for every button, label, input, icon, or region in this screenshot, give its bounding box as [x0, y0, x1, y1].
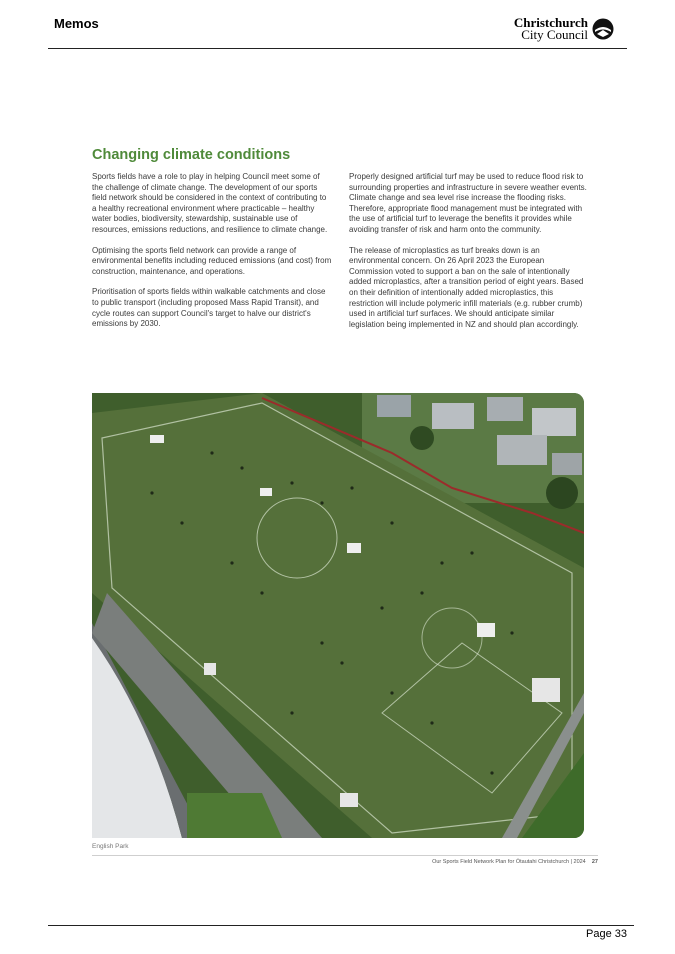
- paragraph: The release of microplastics as turf breaks down is an environmental concern. On 26 April 2023 the European Commission voted to support a ban on the sale of intentionally added microplastics, after a transition period of eight years. Based on their definition of intentionally added microplastics, this restriction will include polymeric infill materials (e.g. rubber crumb) used in artificial turf surfaces. We should anticipate similar legislation being implemented in NZ and should plan accordingly.: [349, 245, 584, 329]
- paragraph: Prioritisation of sports fields within walkable catchments and close to public transport (including proposed Mass Rapid Transit), and cycle routes can support Council's target to halve our district's emissions by 2030.: [92, 287, 326, 329]
- header-rule: [48, 48, 627, 49]
- aerial-photo-english-park: [92, 393, 584, 838]
- paragraph: Optimising the sports field network can provide a range of environmental benefits including reduced emissions (and cost) from construction, maintenance, and operations.: [92, 245, 332, 276]
- section-heading: Changing climate conditions: [92, 147, 291, 163]
- paragraph: Sports fields have a role to play in helping Council meet some of the challenge of climate change. The development of our sports field network should be considered in the context of contributing to a healthy recreational environment where practicable – healthy water bodies, biodiversity, stewardship, sustainable use of resources, emissions reductions, and resilience to climate change.: [92, 172, 328, 234]
- left-column: [92, 172, 332, 340]
- council-logo: [514, 16, 614, 42]
- footer-rule: [48, 925, 634, 926]
- logo-line-2: City Council: [521, 27, 588, 42]
- document-footer: [432, 859, 598, 865]
- caption-rule: [92, 855, 598, 856]
- page-number: Page 33: [586, 928, 627, 940]
- council-emblem-icon: [592, 18, 614, 40]
- photo-caption: English Park: [92, 843, 129, 850]
- right-column: [349, 172, 589, 340]
- document-footer-text: Our Sports Field Network Plan for Ōtautahi Christchurch | 2024: [432, 859, 586, 865]
- paragraph: Properly designed artificial turf may be used to reduce flood risk to surrounding properties and infrastructure in severe weather events. Climate change and sea level rise increase the flooding risks. Therefore, appropriate flood management must be integrated with the use of artificial turf to leverage the benefits it provides while avoiding transfer of risk and harm onto the community.: [349, 172, 587, 234]
- document-page-number: 27: [591, 859, 598, 865]
- memo-title: Memos: [54, 16, 99, 31]
- logo-line-1: Christchurch: [513, 15, 588, 30]
